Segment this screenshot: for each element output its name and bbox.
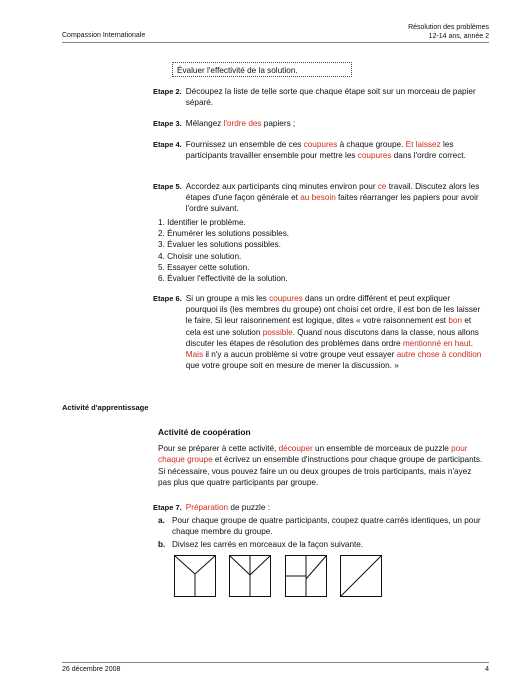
- highlight-run: bon: [448, 316, 463, 326]
- puzzle-square-grid-cut: [285, 555, 327, 597]
- puzzle-square-angle-cut: [229, 555, 271, 597]
- header-title-line2: 12-14 ans, année 2: [428, 33, 489, 40]
- header-title-line1: Résolution des problèmes: [408, 24, 489, 31]
- header-rule: [62, 42, 489, 43]
- step-text: [186, 181, 483, 215]
- highlight-run: Mais: [185, 350, 204, 360]
- highlight-run: coupures: [269, 294, 303, 303]
- dotted-box: Évaluer l'effectivité de la solution.: [172, 62, 352, 77]
- text-run: Si un groupe a mis les: [185, 294, 270, 303]
- text-run: travail. Discutez alors les étapes d'une façon générale et: [185, 182, 480, 203]
- header-org: Compassion Internationale: [62, 32, 146, 39]
- section-label: Activité d'apprentissage: [62, 403, 149, 412]
- sub-item-marker: b.: [158, 540, 166, 549]
- page-number: 4: [485, 666, 489, 673]
- text-run: que votre groupe soit en mesure de mener la discussion. »: [185, 361, 399, 371]
- highlight-run: possible: [262, 327, 293, 337]
- ordered-list: [158, 217, 289, 284]
- step-label: Etape 4.: [153, 140, 182, 149]
- list-item: 3. Évaluer les solutions possibles.: [158, 240, 281, 250]
- text-run: .: [470, 338, 473, 348]
- highlight-run: pour chaque groupe: [158, 444, 468, 465]
- highlight-run: ce: [377, 182, 387, 191]
- list-item: 2. Énumérer les solutions possibles.: [158, 229, 290, 239]
- text-run: il n'y a aucun problème si votre groupe veut essayer: [203, 350, 397, 360]
- step-text: [186, 118, 483, 129]
- list-item: 1. Identifier le problème.: [158, 218, 246, 227]
- text-run: dans l'ordre correct.: [391, 151, 466, 161]
- text-run: papiers ;: [261, 119, 296, 128]
- highlight-run: au besoin: [300, 193, 336, 203]
- text-run: Accordez aux participants cinq minutes environ pour: [185, 182, 378, 191]
- highlight-run: coupures: [303, 140, 338, 149]
- activity-title: Activité de coopération: [158, 427, 251, 437]
- sub-item-marker: a.: [158, 516, 165, 525]
- step-text: Découpez la liste de telle sorte que chaque étape soit sur un morceau de papier séparé.: [185, 87, 476, 108]
- highlight-run: l'ordre des: [223, 119, 262, 128]
- header-title: [408, 23, 489, 41]
- puzzle-square-diagonal-cut: [340, 555, 382, 597]
- highlight-run: découper: [278, 444, 313, 453]
- text-run: faites réarranger les papiers pour avoir l'ordre suivant.: [185, 193, 479, 214]
- text-run: de puzzle :: [228, 503, 270, 512]
- step-text: [186, 293, 483, 371]
- highlight-run: mentionné en haut: [402, 338, 471, 348]
- highlight-run: Préparation: [185, 503, 229, 512]
- text-run: Pour se préparer à cette activité,: [158, 444, 279, 453]
- list-item: 5. Essayer cette solution.: [158, 262, 250, 272]
- step-3: [153, 118, 483, 129]
- step-text: [186, 502, 483, 513]
- footer-rule: [62, 662, 489, 663]
- sub-item-text: Pour chaque groupe de quatre participants, coupez quatre carrés identiques, un pour chaque membre du groupe.: [172, 516, 481, 537]
- list-item: 6. Évaluer l'effectivité de la solution.: [158, 274, 288, 284]
- footer-date: 26 décembre 2008: [62, 666, 121, 673]
- step-4: [153, 139, 483, 161]
- highlight-run: autre chose à condition: [396, 350, 482, 360]
- sub-item-a: [158, 515, 486, 537]
- step-label: Etape 5.: [153, 182, 182, 191]
- text-run: Fournissez un ensemble de ces: [185, 140, 304, 149]
- activity-paragraph: [158, 443, 486, 489]
- text-run: dans un ordre différent et peut expliquer pourquoi ils (les membres du groupe) ont choisi cet ordre, il est bon de les laisser le faire. Si leur raisonnement est logique, dites « votre raisonnement est: [185, 294, 481, 326]
- puzzle-square-y-cut: [174, 555, 216, 597]
- text-run: à chaque groupe.: [337, 140, 406, 149]
- text-run: un ensemble de morceaux de puzzle: [312, 444, 452, 453]
- step-7: [153, 502, 483, 513]
- list-item: 4. Choisir une solution.: [158, 251, 242, 261]
- step-2: [153, 86, 483, 108]
- step-label: Etape 7.: [153, 503, 182, 512]
- highlight-run: Et laissez: [405, 140, 441, 149]
- text-run: les participants travailler ensemble pour mettre les: [185, 140, 454, 161]
- sub-item-text: Divisez les carrés en morceaux de la façon suivante.: [172, 540, 364, 549]
- step-text: [186, 139, 483, 161]
- text-run: et écrivez un ensemble d'instructions pour chaque groupe de participants. Si nécessaire, vous pouvez faire un ou deux groupes de trois participants, mais n'ayez pas plus que quatre participants par groupe.: [158, 455, 483, 488]
- step-label: Etape 3.: [153, 119, 182, 128]
- sub-item-b: [158, 539, 486, 550]
- text-run: Mélangez: [185, 119, 224, 128]
- highlight-run: coupures: [357, 151, 392, 161]
- step-5: [153, 181, 483, 215]
- step-label: Etape 6.: [153, 294, 182, 303]
- text-run: . Quand nous discutons dans la classe, nous allons discuter les étapes de résolution des problèmes dans ordre: [185, 327, 479, 348]
- text-run: et cela est une solution: [185, 316, 472, 337]
- step-6: [153, 293, 483, 371]
- step-label: Etape 2.: [153, 87, 182, 96]
